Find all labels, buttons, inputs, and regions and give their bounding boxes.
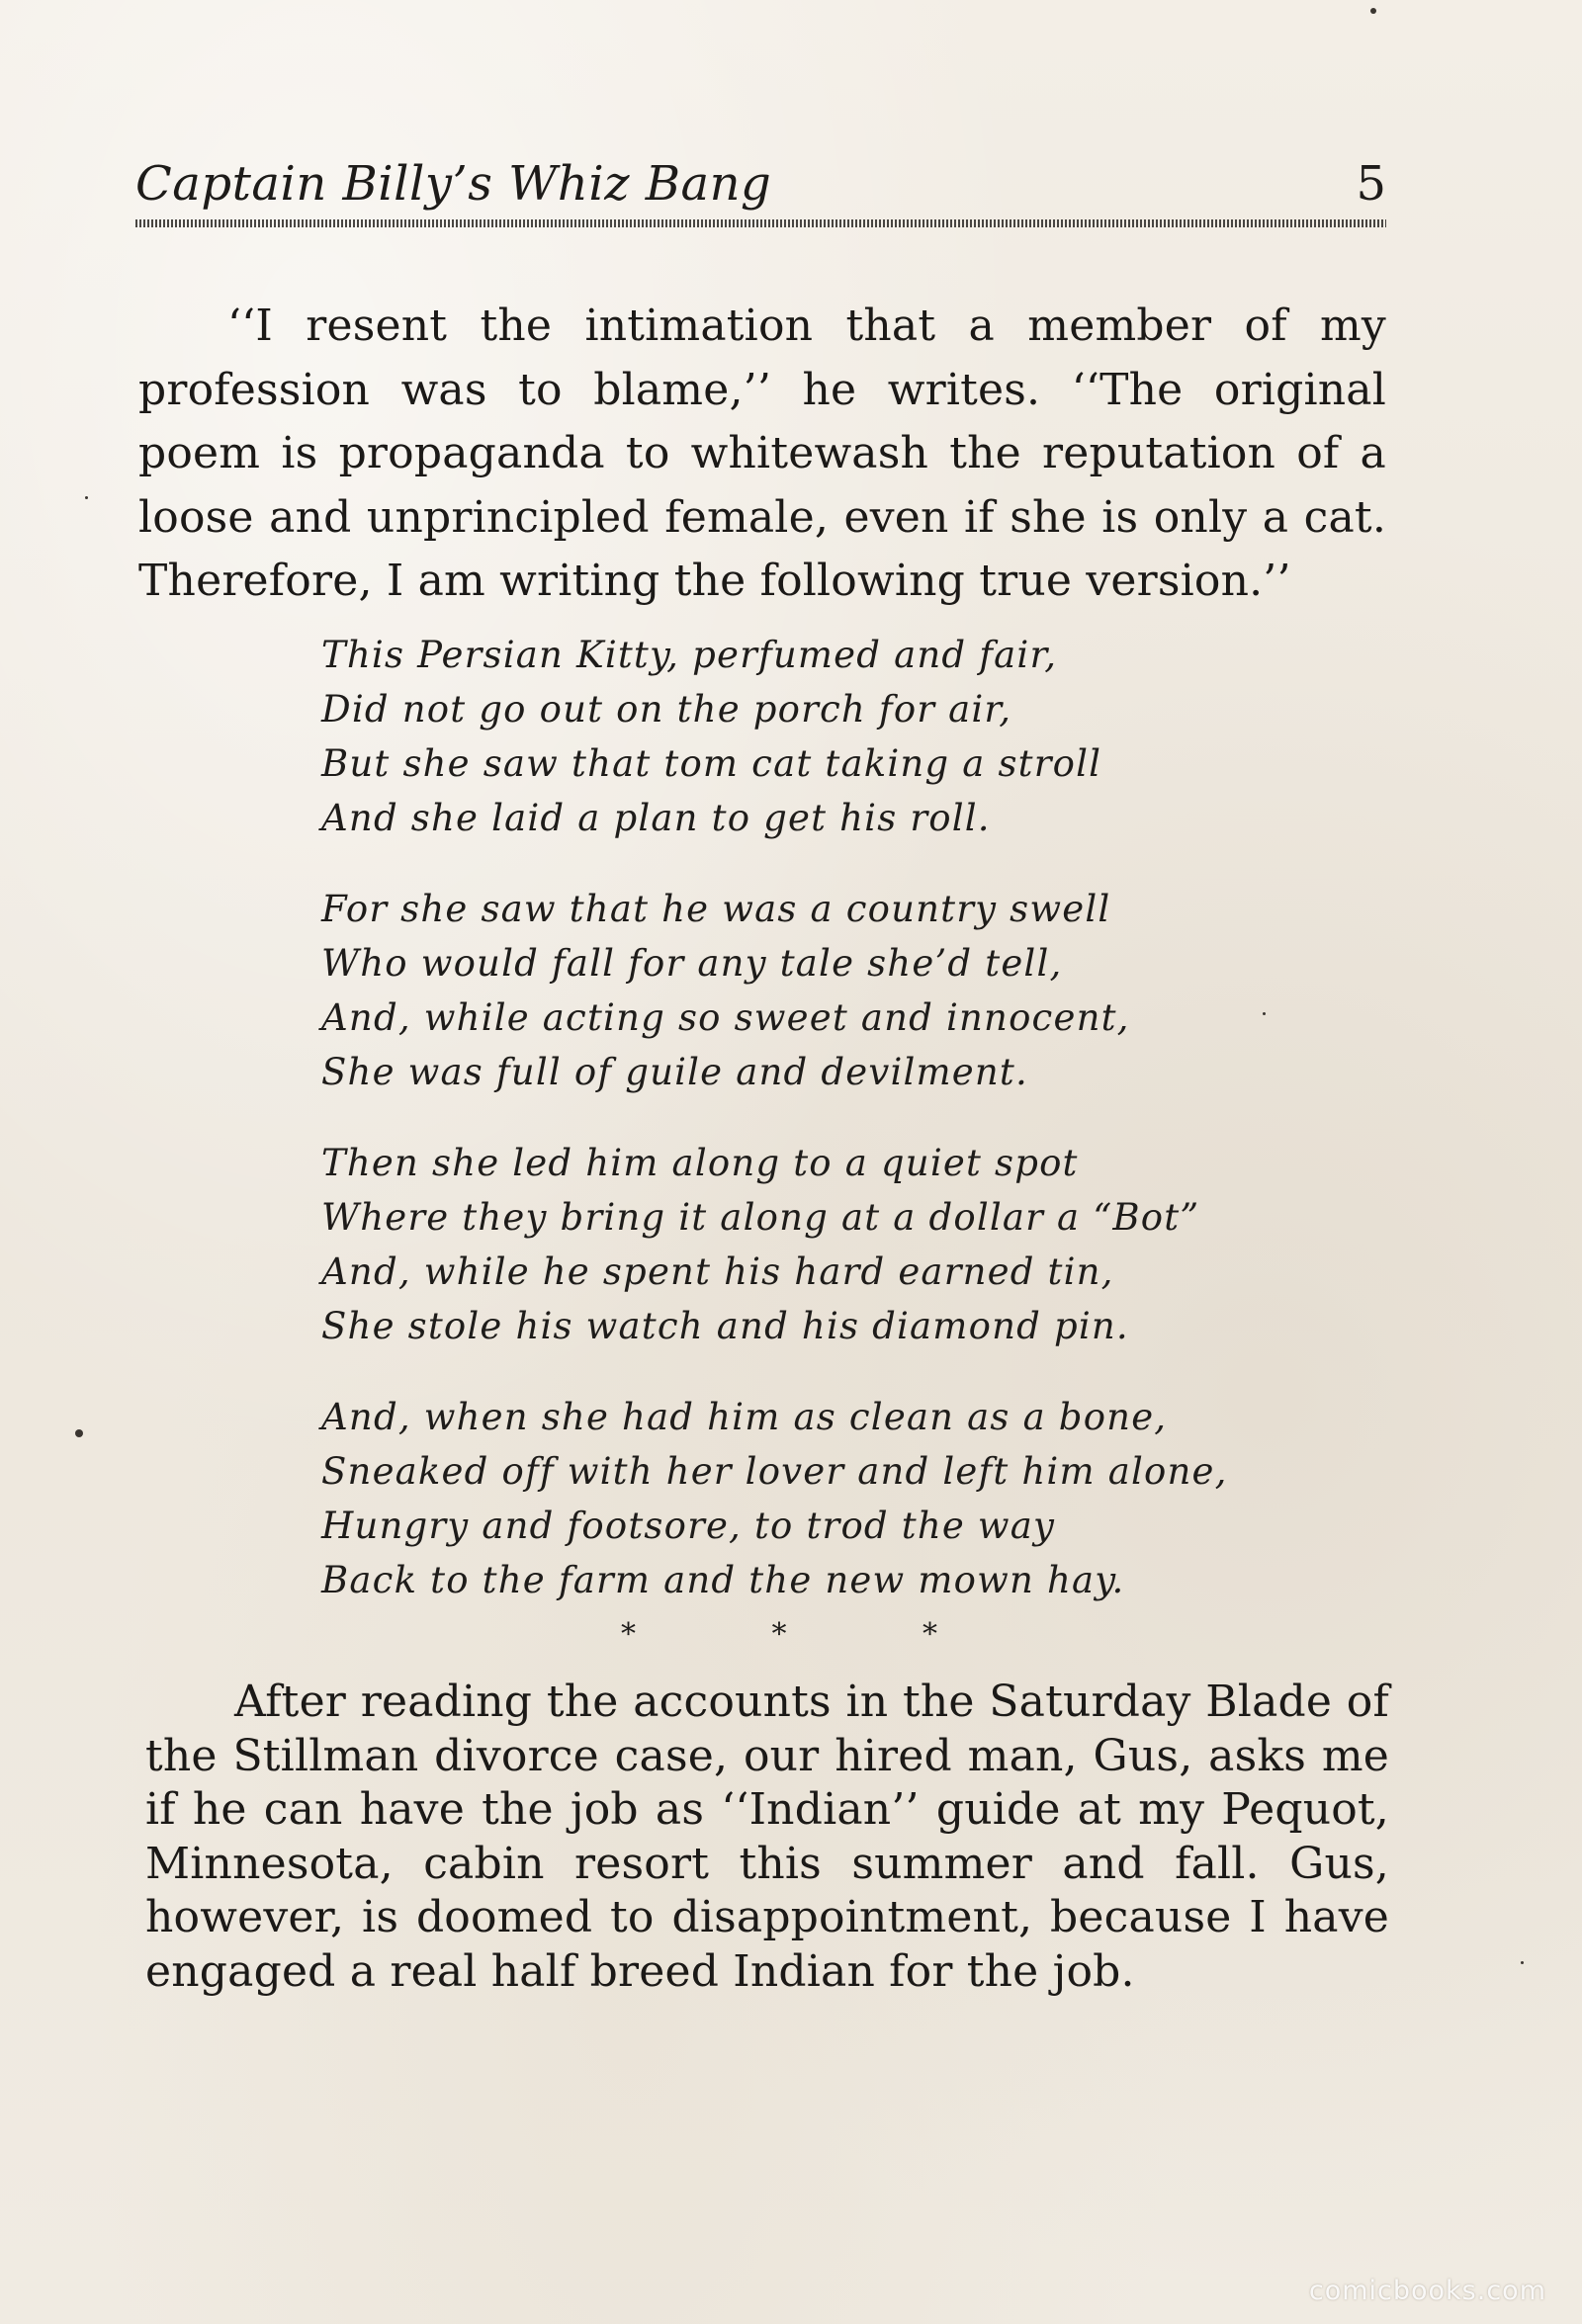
paper-speck — [1263, 1012, 1266, 1015]
intro-paragraph-block — [138, 295, 1386, 614]
poem-line: This Persian Kitty, perfumed and fair, — [321, 634, 1058, 676]
page-number: 5 — [1356, 156, 1386, 212]
paper-speck — [75, 1429, 83, 1437]
poem-line: Sneaked off with her lover and left him alone, — [321, 1450, 1228, 1493]
poem-line: She was full of guile and devilment. — [321, 1051, 1028, 1093]
section-break: * * * — [620, 1617, 1002, 1652]
poem-stanza — [321, 882, 1310, 1099]
poem — [321, 628, 1310, 1644]
magazine-title: Captain Billy’s Whiz Bang — [135, 156, 772, 212]
header-rule — [135, 219, 1386, 227]
poem-line: And she laid a plan to get his roll. — [321, 797, 991, 839]
poem-line: And, when she had him as clean as a bone, — [321, 1396, 1168, 1438]
watermark: comicbooks.com — [1308, 2276, 1546, 2306]
poem-line: Who would fall for any tale she’d tell, — [321, 942, 1063, 985]
poem-line: Where they bring it along at a dollar a “Bot” — [321, 1196, 1200, 1239]
poem-stanza — [321, 1136, 1310, 1353]
closing-paragraph-block — [145, 1676, 1389, 1999]
poem-line: But she saw that tom cat taking a stroll — [321, 742, 1102, 785]
poem-line: And, while he spent his hard earned tin, — [321, 1250, 1114, 1293]
intro-paragraph: ‘‘I resent the intimation that a member of my profession was to blame,’’ he writes. ‘‘The original poem is propaganda to whitewash the reputation of a loose and unprincipled female, even if she is only a cat. Therefore, I am writing the following true version.’’ — [138, 301, 1386, 606]
paper-speck — [1521, 1961, 1524, 1964]
poem-stanza — [321, 628, 1310, 845]
poem-line: Hungry and footsore, to trod the way — [321, 1505, 1056, 1547]
poem-stanza — [321, 1390, 1310, 1607]
poem-line: Back to the farm and the new mown hay. — [321, 1559, 1125, 1601]
poem-line: And, while acting so sweet and innocent, — [321, 996, 1130, 1039]
paper-speck — [1370, 8, 1376, 14]
poem-line: Did not go out on the porch for air, — [321, 688, 1012, 731]
closing-paragraph: After reading the accounts in the Saturday Blade of the Stillman divorce case, our hired man, Gus, asks me if he can have the job as ‘‘Indian’’ guide at my Pequot, Minnesota, cabin resort this summer and fall. Gus, however, is doomed to disappointment, because I have engaged a real half breed Indian for the job. — [145, 1677, 1389, 1997]
paper-speck — [85, 496, 88, 499]
poem-line: Then she led him along to a quiet spot — [321, 1142, 1079, 1184]
running-header — [135, 156, 1386, 217]
poem-line: For she saw that he was a country swell — [321, 888, 1111, 930]
poem-line: She stole his watch and his diamond pin. — [321, 1305, 1129, 1347]
